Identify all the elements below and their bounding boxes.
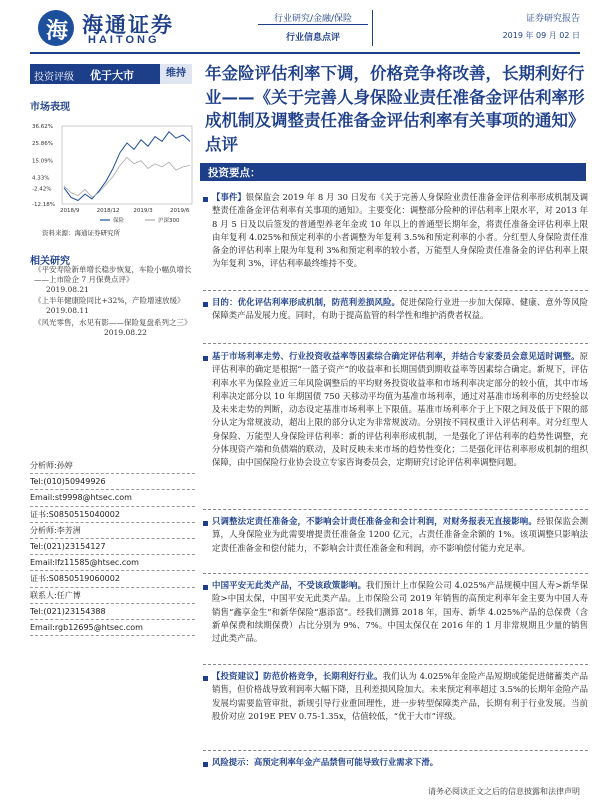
- analyst-email[interactable]: Email:st9998@htsec.com: [30, 490, 195, 506]
- related-item-title: 《上半年健康险同比+32%，产险增速放缓》: [34, 296, 185, 305]
- analyst-cert: 证书:S0850515040002: [30, 507, 195, 523]
- point-event: [212, 191, 588, 271]
- related-heading: 相关研究: [30, 256, 70, 267]
- analyst-tel: Tel:(021)23154127: [30, 539, 195, 555]
- divider: [203, 664, 588, 665]
- point-text: 促进保险行业进一步加大保障、健康、意外等风险保障类产品发展力度。同时，有助于提高监管的科学性和维护消费者权益。: [212, 297, 589, 321]
- y-tick-label: 15.09%: [32, 158, 53, 165]
- point-text: 我们认为 4.025%年金险产品短期或能促进储蓄类产品销售，但价格战导致利润率大幅下降，且利差损风险加大。未来预定利率超过 3.5%的长期年金险产品发展均需要监管审批，新规引导行业重回理性，进一步转型保障类产品，长期有利于行业发展。当前股价对应 2019E PEV 0.75-1.35x，估值较低，“优于大市”评级。: [212, 671, 588, 721]
- legend-label: 沪深300: [158, 218, 180, 224]
- report-subcategory: 行业信息点评: [285, 33, 340, 43]
- analyst-tel: Tel:(010)50949926: [30, 474, 195, 490]
- report-title: 年金险评估利率下调，价格竞争将改善，长期利好行业——《关于完善人身保险业责任准备金评估利率形成机制及调整责任准备金评估利率有关事项的通知》点评: [205, 64, 585, 154]
- y-tick-label: 4.33%: [32, 175, 50, 182]
- point-lead: 目的：优化评估利率形成机制，防范利差损风险。: [212, 297, 401, 307]
- related-item-date: 2019.08.22: [104, 328, 147, 337]
- bullet-icon: [203, 302, 208, 307]
- y-tick-label: 36.62%: [32, 124, 53, 130]
- analyst-name: 分析师:李芳洲: [30, 523, 195, 539]
- rating-label: 投资评级: [34, 72, 74, 83]
- divider: [203, 290, 588, 291]
- contact-email[interactable]: Email:rgb12695@htsec.com: [30, 620, 195, 636]
- header-divider: [258, 24, 368, 25]
- brand-name-en: HAITONG: [88, 34, 160, 46]
- related-item-title: 《风光零售，水见有影——保险复盘系列之三》: [34, 318, 192, 327]
- logo-icon: 海: [38, 10, 74, 46]
- analyst-email[interactable]: Email:lfz11585@htsec.com: [30, 555, 195, 571]
- x-tick-label: 2018/9: [60, 208, 80, 214]
- point-text: 原评估利率的确定是根据“一篮子资产”的收益率和长期国债到期收益率等因素综合确定。新规下，评估利率水平为保险业近三年风险调整后的平均财务投资收益率和市场利率决定部分的较小值，其中市场利率决定部分以 10 年期国债 750 天移动平均值为基准市场利率，通过对基准市场利率的历史经验以及未来走势的判断，动态设定基准市场利率上下限值。基准市场利率介于上下限之间及低于下限的部分认定为常规波动，超出上限的部分认定为非常规波动。分别按不同权重计入评估利率。对分红型人身保险、万能型人身保险评估利率：新的评估利率形成机制，一是强化了评估利率的趋势性调整，充分体现资产端和负债端的联动，及时反映未来市场的趋势性变化；二是强化评估利率形成机制的组织保障，由中国保险行业协会设立专家咨询委员会，定期研究讨论评估利率调整问题。: [212, 351, 588, 468]
- divider: [203, 750, 588, 751]
- related-item[interactable]: [34, 296, 194, 316]
- bullet-icon: [203, 585, 208, 590]
- brand-name: 海通证券: [82, 12, 174, 37]
- bullet-icon: [203, 356, 208, 361]
- point-lead: 基于市场利率走势、行业投资收益率等因素综合确定评估利率，并结合专家委员会意见适时调整。: [212, 351, 580, 361]
- x-tick-label: 2018/12: [96, 208, 120, 214]
- contact-tel: Tel:(021)23154388: [30, 604, 195, 620]
- disclaimer-footer: 请务必阅读正文之后的信息披露和法律声明: [428, 787, 580, 796]
- market-heading: 市场表现: [30, 102, 70, 113]
- report-category: 行业研究/金融/保险: [273, 14, 353, 24]
- point-text: 我们预计上市保险公司 4.025%产品规模中国人寿>新华保险>中国太保，中国平安无此类产品。上市保险公司 2019 年销售的高预定利率年金主要为中国人寿销售“鑫享金生”和新华保险“惠添富”。经我们测算 2018 年，国寿、新华 4.025%产品的总保费（含新单保费和续期保费）占比分别为 9%、7%。中国太保仅在 2016 年的 1 月非常规期且少量的销售过此类产品。: [212, 580, 588, 644]
- divider: [203, 509, 588, 510]
- chart-source: 资料来源：海通证券研究所: [42, 229, 120, 237]
- point-impact: [212, 515, 588, 555]
- x-tick-label: 2019/6: [170, 208, 190, 214]
- point-recommendation: [212, 670, 588, 723]
- report-date: 2019 年 09 月 02 日: [502, 31, 580, 40]
- related-item-date: 2019.08.21: [46, 285, 89, 294]
- analyst-cert: 证书:S0850519060002: [30, 571, 195, 587]
- legend-label: 保险: [113, 218, 125, 224]
- y-tick-label: 25.86%: [32, 141, 53, 148]
- x-tick-label: 2019/3: [133, 208, 153, 214]
- bullet-icon: [203, 521, 208, 526]
- point-mechanism: [212, 350, 588, 470]
- rating-status: 维持: [160, 64, 192, 84]
- point-lead: 中国平安无此类产品，不受该政策影响。: [212, 580, 367, 590]
- header-vertical-divider: [372, 10, 373, 46]
- related-item-date: 2019.08.11: [46, 306, 89, 315]
- point-lead: 只调整法定责任准备金，不影响会计责任准备金和会计利润，对财务报表无直接影响。: [212, 516, 537, 526]
- bullet-icon: [203, 197, 208, 202]
- point-lead: 【投资建议】防范价格竞争，长期利好行业。: [212, 671, 383, 681]
- point-purpose: [212, 296, 588, 323]
- related-item[interactable]: [34, 318, 194, 338]
- divider: [203, 573, 588, 574]
- market-chart: [30, 118, 198, 226]
- point-lead: 【事件】: [212, 192, 246, 202]
- y-tick-label: -12.18%: [32, 202, 55, 208]
- point-companies: [212, 579, 588, 645]
- series-line: [64, 132, 190, 201]
- series-line: [64, 157, 190, 197]
- point-lead: 风险提示：高预定利率年金产品禁售可能导致行业需求下滑。: [212, 757, 439, 767]
- contact-name: 联系人:任广博: [30, 588, 195, 604]
- report-type: 证券研究报告: [525, 14, 580, 24]
- bullet-icon: [203, 676, 208, 681]
- point-text: 银保监会 2019 年 8 月 30 日发布《关于完善人身保险业责任准备金评估利率形成机制及调整责任准备金评估利率有关事项的通知》。主要变化：调整部分险种的评估利率上限水平，对 2013 年 8 月 5 日及以后签发的普通型养老年金或 10 年以上的普通型长期年金，将责任准备金评估利率上限由年复利 4.025%和预定利率的小者调整为年复利 3.5%和预定利率的小者。分红型人身保险责任准备金的评估利率上限为年复利 3%和预定利率的较小者，万能型人身保险责任准备金的评估利率上限为年复利 3%，评估利率最终维持不变。: [212, 192, 588, 269]
- header-rule: [30, 52, 580, 54]
- divider: [203, 343, 588, 344]
- related-item[interactable]: [34, 265, 194, 295]
- bullet-icon: [203, 762, 208, 767]
- analyst-name: 分析师:孙婷: [30, 458, 195, 474]
- point-risk: [212, 756, 588, 769]
- y-tick-label: -2.42%: [32, 186, 52, 193]
- point-text: 经银保监会测算，人身保险业为此需要增提责任准备金 1200 亿元，占责任准备金余额的 1%。该项调整只影响法定责任准备金和偿付能力，不影响会计责任准备金和利润，亦不影响偿付能力充足率。: [212, 516, 588, 553]
- rating-value: 优于大市: [90, 69, 134, 82]
- key-points-heading: 投资要点：: [200, 163, 586, 181]
- related-item-title: 《平安寿险新单增长稳步恢复，车险小幅负增长——上市险企 7 月保费点评》: [34, 265, 192, 284]
- rating-box: [30, 64, 192, 84]
- analyst-contacts: [30, 458, 195, 636]
